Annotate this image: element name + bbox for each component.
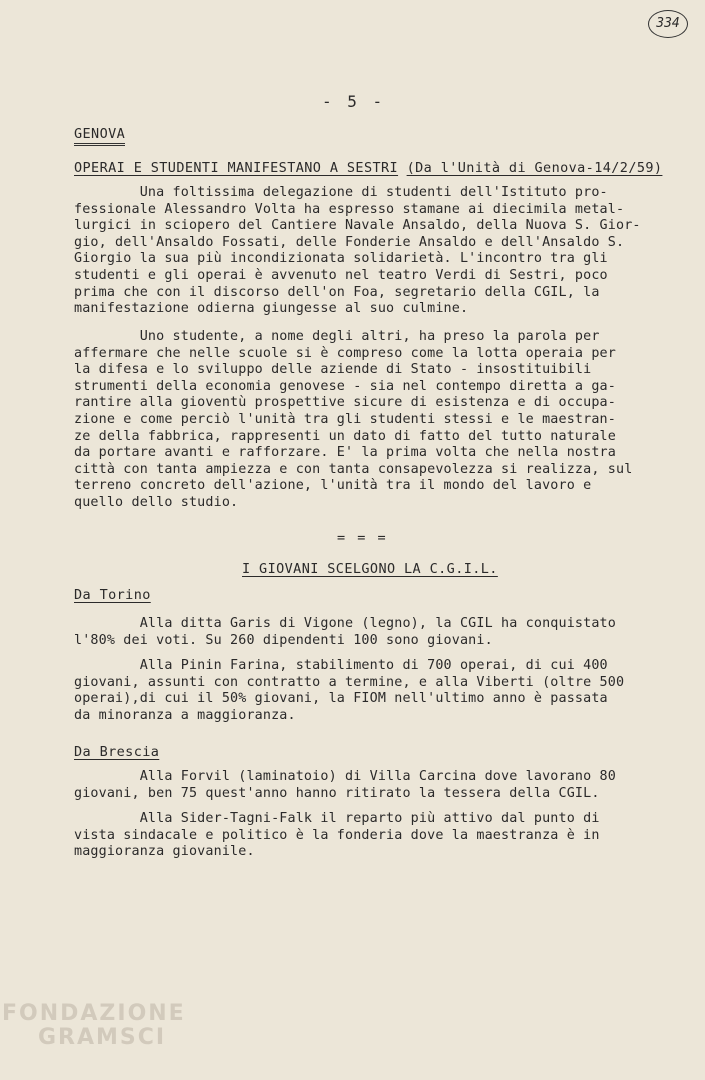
article1-paragraph-2: Uno studente, a nome degli altri, ha preso la parola per affermare che nelle scuole si è compreso come la lotta operaia per la difesa e lo sviluppo delle aziende di Stato - insostituibili strumenti della economia genovese - sia nel contempo diretta a ga- rantire alla gioventù prospettive sicure di esistenza e di occupa- zione e come perciò l'unità tra gli studenti stessi e le maestran- ze della fabbrica, rappresenti un dato di fatto del tutto naturale da portare avanti e rafforzare. E' la prima volta che nella nostra città con tanta ampiezza e con tanta consapevolezza si realizza, sul terreno concreto dell'azione, l'unità tra il mondo del lavoro e quello dello studio. [74,329,633,510]
watermark-line-2: GRAMSCI [38,1025,167,1050]
article1-paragraph-1: Una foltissima delegazione di studenti dell'Istituto pro- fessionale Alessandro Volta ha espresso stamane ai diecimila metal- lurgici in sciopero del Cantiere Navale Ansaldo, della Nuova S. Gior- gio, dell'Ansaldo Fossati, delle Fonderie Ansaldo e dell'Ansaldo S. Giorgio la sua più incondizionata solidarietà. L'incontro tra gli studenti e gli operai è avvenuto nel teatro Verdi di Sestri, poco prima che con il discorso dell'on Foa, segretario della CGIL, la manifestazione odierna giungesse al suo culmine. [74,185,641,317]
torino-heading: Da Torino [74,587,151,603]
article1-title-line [74,160,662,176]
article2-title: I GIOVANI SCELGONO LA C.G.I.L. [242,561,498,577]
article1-source: (Da l'Unità di Genova-14/2/59) [406,160,663,176]
separator: = = = [337,530,388,546]
torino-heading-wrap [74,587,151,603]
city-heading-text: GENOVA [74,126,125,146]
torino-paragraph-1: Alla ditta Garis di Vigone (legno), la CGIL ha conquistato l'80% dei voti. Su 260 dipendenti 100 sono giovani. [74,616,616,648]
city-heading [74,126,125,146]
brescia-heading: Da Brescia [74,744,160,760]
watermark [2,1002,186,1050]
torino-paragraph-2: Alla Pinin Farina, stabilimento di 700 operai, di cui 400 giovani, assunti con contratto a termine, e alla Viberti (oltre 500 operai),di cui il 50% giovani, la FIOM nell'ultimo anno è passata da minoranza a maggioranza. [74,658,625,723]
archive-stamp: 334 [648,10,688,38]
brescia-paragraph-2: Alla Sider-Tagni-Falk il reparto più attivo dal punto di vista sindacale e politico è la fonderia dove la maestranza è in maggioranza giovanile. [74,811,600,860]
page-number: - 5 - [322,92,386,111]
article1-title: OPERAI E STUDENTI MANIFESTANO A SESTRI [74,160,399,176]
article2-title-wrap [242,561,498,577]
brescia-paragraph-1: Alla Forvil (laminatoio) di Villa Carcina dove lavorano 80 giovani, ben 75 quest'anno hanno ritirato la tessera della CGIL. [74,769,616,801]
brescia-heading-wrap [74,744,159,760]
watermark-line-1: FONDAZIONE [2,1001,186,1026]
